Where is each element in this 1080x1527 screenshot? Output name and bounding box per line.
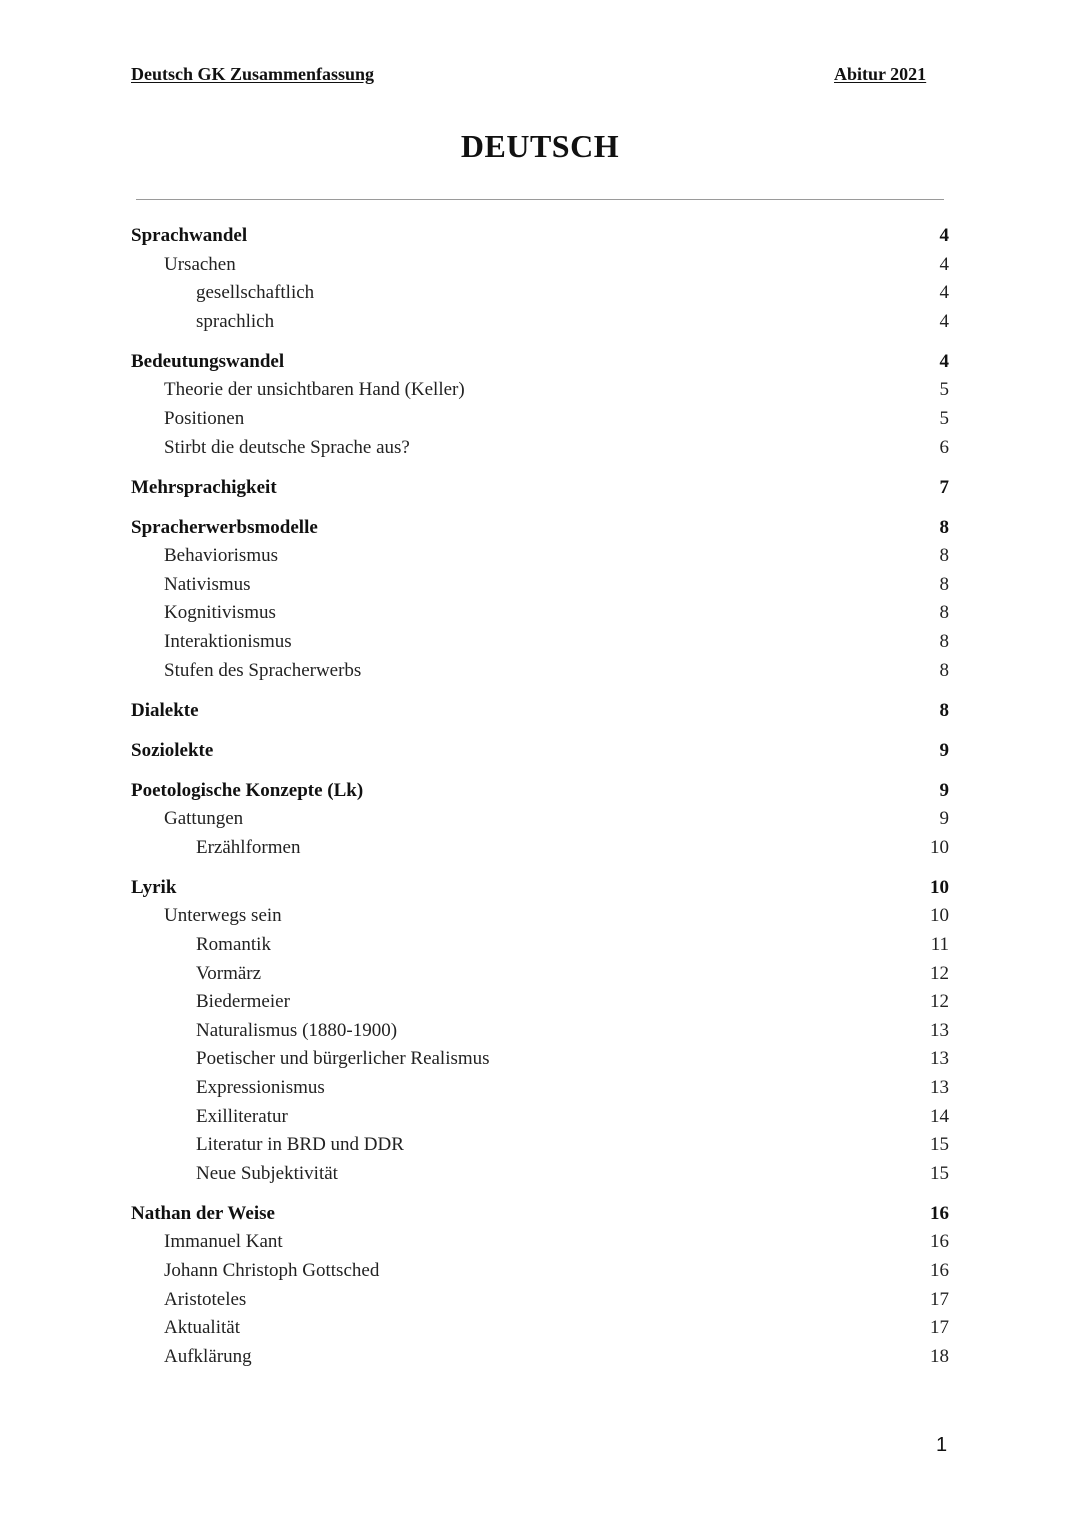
toc-label: Positionen bbox=[164, 408, 245, 429]
toc-subsection[interactable] bbox=[164, 1344, 949, 1370]
toc-page-number: 8 bbox=[939, 660, 949, 681]
document-title: DEUTSCH bbox=[460, 128, 620, 164]
toc-label: Theorie der unsichtbaren Hand (Keller) bbox=[164, 379, 465, 400]
toc-subsection[interactable] bbox=[196, 1018, 949, 1044]
toc-subsection[interactable] bbox=[164, 903, 949, 929]
toc-page-number: 8 bbox=[939, 700, 949, 721]
toc-label: Interaktionismus bbox=[164, 631, 292, 652]
toc-label: Immanuel Kant bbox=[164, 1231, 283, 1252]
toc-subsection[interactable] bbox=[164, 252, 949, 278]
toc-page-number: 8 bbox=[939, 631, 949, 652]
toc-page-number: 4 bbox=[939, 351, 949, 372]
toc-page-number: 12 bbox=[930, 991, 949, 1012]
toc-page-number: 9 bbox=[939, 780, 949, 801]
toc-page-number: 15 bbox=[930, 1163, 949, 1184]
toc-page-number: 10 bbox=[930, 877, 949, 898]
toc-page-number: 16 bbox=[930, 1231, 949, 1252]
toc-page-number: 13 bbox=[930, 1020, 949, 1041]
toc-label: gesellschaftlich bbox=[196, 282, 315, 303]
toc-label: Aktualität bbox=[164, 1317, 240, 1338]
toc-subsection[interactable] bbox=[164, 806, 949, 832]
toc-subsection[interactable] bbox=[196, 835, 949, 861]
toc-label: Gattungen bbox=[164, 808, 244, 829]
toc-page-number: 17 bbox=[930, 1317, 949, 1338]
toc-section[interactable] bbox=[131, 1201, 949, 1227]
toc-page-number: 15 bbox=[930, 1134, 949, 1155]
toc-subsection[interactable] bbox=[196, 1132, 949, 1158]
toc-label: sprachlich bbox=[196, 311, 275, 332]
toc-section[interactable] bbox=[131, 778, 949, 804]
toc-subsection[interactable] bbox=[196, 932, 949, 958]
toc-subsection[interactable] bbox=[164, 600, 949, 626]
toc-page-number: 4 bbox=[939, 282, 949, 303]
toc-subsection[interactable] bbox=[164, 543, 949, 569]
toc-page-number: 16 bbox=[930, 1203, 949, 1224]
toc-page-number: 8 bbox=[939, 602, 949, 623]
toc-section[interactable] bbox=[131, 475, 949, 501]
toc-label: Dialekte bbox=[131, 700, 199, 721]
toc-subsection[interactable] bbox=[196, 1161, 949, 1187]
toc-page-number: 12 bbox=[930, 963, 949, 984]
toc-page-number: 9 bbox=[939, 740, 949, 761]
toc-label: Nativismus bbox=[164, 574, 251, 595]
toc-subsection[interactable] bbox=[164, 658, 949, 684]
toc-page-number: 17 bbox=[930, 1289, 949, 1310]
header-year: Abitur 2021 bbox=[834, 64, 927, 84]
toc-label: Aufklärung bbox=[164, 1346, 252, 1367]
toc-label: Literatur in BRD und DDR bbox=[196, 1134, 404, 1155]
toc-subsection[interactable] bbox=[164, 435, 949, 461]
toc-subsection[interactable] bbox=[196, 961, 949, 987]
toc-subsection[interactable] bbox=[164, 1229, 949, 1255]
toc-label: Vormärz bbox=[196, 963, 262, 984]
toc-page-number: 11 bbox=[930, 934, 949, 955]
toc-page-number: 13 bbox=[930, 1077, 949, 1098]
toc-label: Erzählformen bbox=[196, 837, 301, 858]
page-number: 1 bbox=[936, 1434, 948, 1456]
toc-section[interactable] bbox=[131, 223, 949, 249]
toc-page-number: 13 bbox=[930, 1048, 949, 1069]
toc-page-number: 5 bbox=[939, 379, 949, 400]
toc-section[interactable] bbox=[131, 738, 949, 764]
toc-label: Poetologische Konzepte (Lk) bbox=[131, 780, 364, 801]
toc-label: Naturalismus (1880-1900) bbox=[196, 1020, 398, 1041]
toc-label: Exilliteratur bbox=[196, 1106, 288, 1127]
toc-page-number: 5 bbox=[939, 408, 949, 429]
toc-subsection[interactable] bbox=[196, 989, 949, 1015]
toc-page-number: 6 bbox=[939, 437, 949, 458]
toc-label: Aristoteles bbox=[164, 1289, 247, 1310]
toc-subsection[interactable] bbox=[164, 1287, 949, 1313]
toc-page-number: 10 bbox=[930, 905, 949, 926]
toc-subsection[interactable] bbox=[196, 1046, 949, 1072]
toc-page-number: 8 bbox=[939, 545, 949, 566]
toc-page-number: 14 bbox=[930, 1106, 949, 1127]
toc-subsection[interactable] bbox=[164, 1258, 949, 1284]
toc-label: Neue Subjektivität bbox=[196, 1163, 338, 1184]
toc-subsection[interactable] bbox=[196, 280, 949, 306]
toc-subsection[interactable] bbox=[196, 1075, 949, 1101]
toc-page-number: 4 bbox=[939, 311, 949, 332]
toc-page-number: 4 bbox=[939, 225, 949, 246]
toc-label: Unterwegs sein bbox=[164, 905, 282, 926]
toc-page-number: 8 bbox=[939, 574, 949, 595]
toc-label: Stirbt die deutsche Sprache aus? bbox=[164, 437, 410, 458]
toc-label: Stufen des Spracherwerbs bbox=[164, 660, 362, 681]
toc-section[interactable] bbox=[131, 515, 949, 541]
toc-label: Ursachen bbox=[164, 254, 236, 275]
toc-label: Romantik bbox=[196, 934, 271, 955]
toc-subsection[interactable] bbox=[164, 377, 949, 403]
toc-section[interactable] bbox=[131, 349, 949, 375]
toc-label: Poetischer und bürgerlicher Realismus bbox=[196, 1048, 490, 1069]
toc-section[interactable] bbox=[131, 698, 949, 724]
toc-subsection[interactable] bbox=[164, 406, 949, 432]
toc-label: Nathan der Weise bbox=[131, 1203, 275, 1224]
toc-page-number: 7 bbox=[939, 477, 949, 498]
toc-label: Behaviorismus bbox=[164, 545, 278, 566]
toc-label: Expressionismus bbox=[196, 1077, 325, 1098]
toc-subsection[interactable] bbox=[164, 629, 949, 655]
toc-section[interactable] bbox=[131, 875, 949, 901]
toc-subsection[interactable] bbox=[196, 1104, 949, 1130]
toc-page-number: 10 bbox=[930, 837, 949, 858]
toc-label: Johann Christoph Gottsched bbox=[164, 1260, 380, 1281]
toc-label: Soziolekte bbox=[131, 740, 214, 761]
toc-label: Spracherwerbsmodelle bbox=[131, 517, 318, 538]
toc-label: Lyrik bbox=[131, 877, 177, 898]
toc-subsection[interactable] bbox=[164, 572, 949, 598]
title-divider bbox=[136, 199, 944, 200]
toc-page-number: 18 bbox=[930, 1346, 949, 1367]
toc-page-number: 9 bbox=[939, 808, 949, 829]
toc-label: Kognitivismus bbox=[164, 602, 276, 623]
toc-subsection[interactable] bbox=[164, 1315, 949, 1341]
toc-label: Biedermeier bbox=[196, 991, 290, 1012]
toc-page-number: 4 bbox=[939, 254, 949, 275]
toc-subsection[interactable] bbox=[196, 309, 949, 335]
toc-label: Sprachwandel bbox=[131, 225, 248, 246]
toc-page-number: 8 bbox=[939, 517, 949, 538]
toc-label: Bedeutungswandel bbox=[131, 351, 285, 372]
toc-page-number: 16 bbox=[930, 1260, 949, 1281]
toc-label: Mehrsprachigkeit bbox=[131, 477, 277, 498]
header-title: Deutsch GK Zusammenfassung bbox=[131, 64, 375, 84]
